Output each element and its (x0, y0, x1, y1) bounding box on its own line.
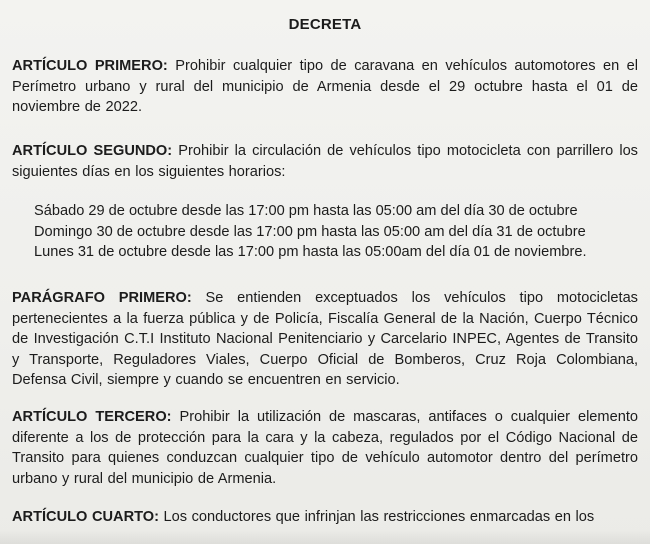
article-segundo-label: ARTÍCULO SEGUNDO: (12, 143, 173, 159)
article-segundo-text: Prohibir la circulación de vehículos tipo motocicleta con parrillero los siguientes días en los siguientes horarios: (12, 143, 638, 180)
schedule-line-sunday: Domingo 30 de octubre desde las 17:00 pm hasta las 05:00 am del día 31 de octubre (34, 223, 586, 240)
paragrafo-primero-text: Se entienden exceptuados los vehículos tipo motocicletas pertenecientes a la fuerza pública y de Policía, Fiscalía General de la Nación, Cuerpo Técnico de Investigación C.T.I Instituto Nacional Penitenciario y Carcelario INPEC, Agentes de Transito y Transporte, Reguladores Viales, Cuerpo Oficial de Bomberos, Cruz Roja Colombiana, Defensa Civil, siempre y cuando se encuentren en servicio. (12, 290, 638, 388)
schedule-list (34, 201, 634, 263)
article-primero (12, 56, 638, 118)
article-segundo (12, 141, 638, 182)
article-tercero-label: ARTÍCULO TERCERO: (12, 409, 172, 425)
article-cuarto-text: Los conductores que infrinjan las restricciones enmarcadas en los (158, 509, 595, 525)
paragrafo-primero (12, 288, 638, 391)
schedule-line-monday: Lunes 31 de octubre desde las 17:00 pm hasta las 05:00am del día 01 de noviembre. (34, 244, 587, 261)
article-tercero (12, 407, 638, 489)
article-primero-label: ARTÍCULO PRIMERO: (12, 58, 168, 74)
article-tercero-text: Prohibir la utilización de mascaras, antifaces o cualquier elemento diferente a los de protección para la cara y la cabeza, regulados por el Código Nacional de Transito para quienes conduzcan cualquier tipo de vehículo automotor dentro del perímetro urbano y rural del municipio de Armenia. (12, 409, 638, 487)
page-edge-shadow (0, 530, 650, 544)
decree-title: DECRETA (288, 16, 362, 33)
paragrafo-primero-label: PARÁGRAFO PRIMERO: (12, 290, 192, 306)
article-cuarto-label: ARTÍCULO CUARTO: (12, 509, 159, 525)
article-primero-text: Prohibir cualquier tipo de caravana en vehículos automotores en el Perímetro urbano y rural del municipio de Armenia desde el 29 octubre hasta el 01 de noviembre de 2022. (12, 58, 638, 115)
schedule-line-saturday: Sábado 29 de octubre desde las 17:00 pm hasta las 05:00 am del día 30 de octubre (34, 203, 578, 219)
article-cuarto (12, 507, 638, 528)
